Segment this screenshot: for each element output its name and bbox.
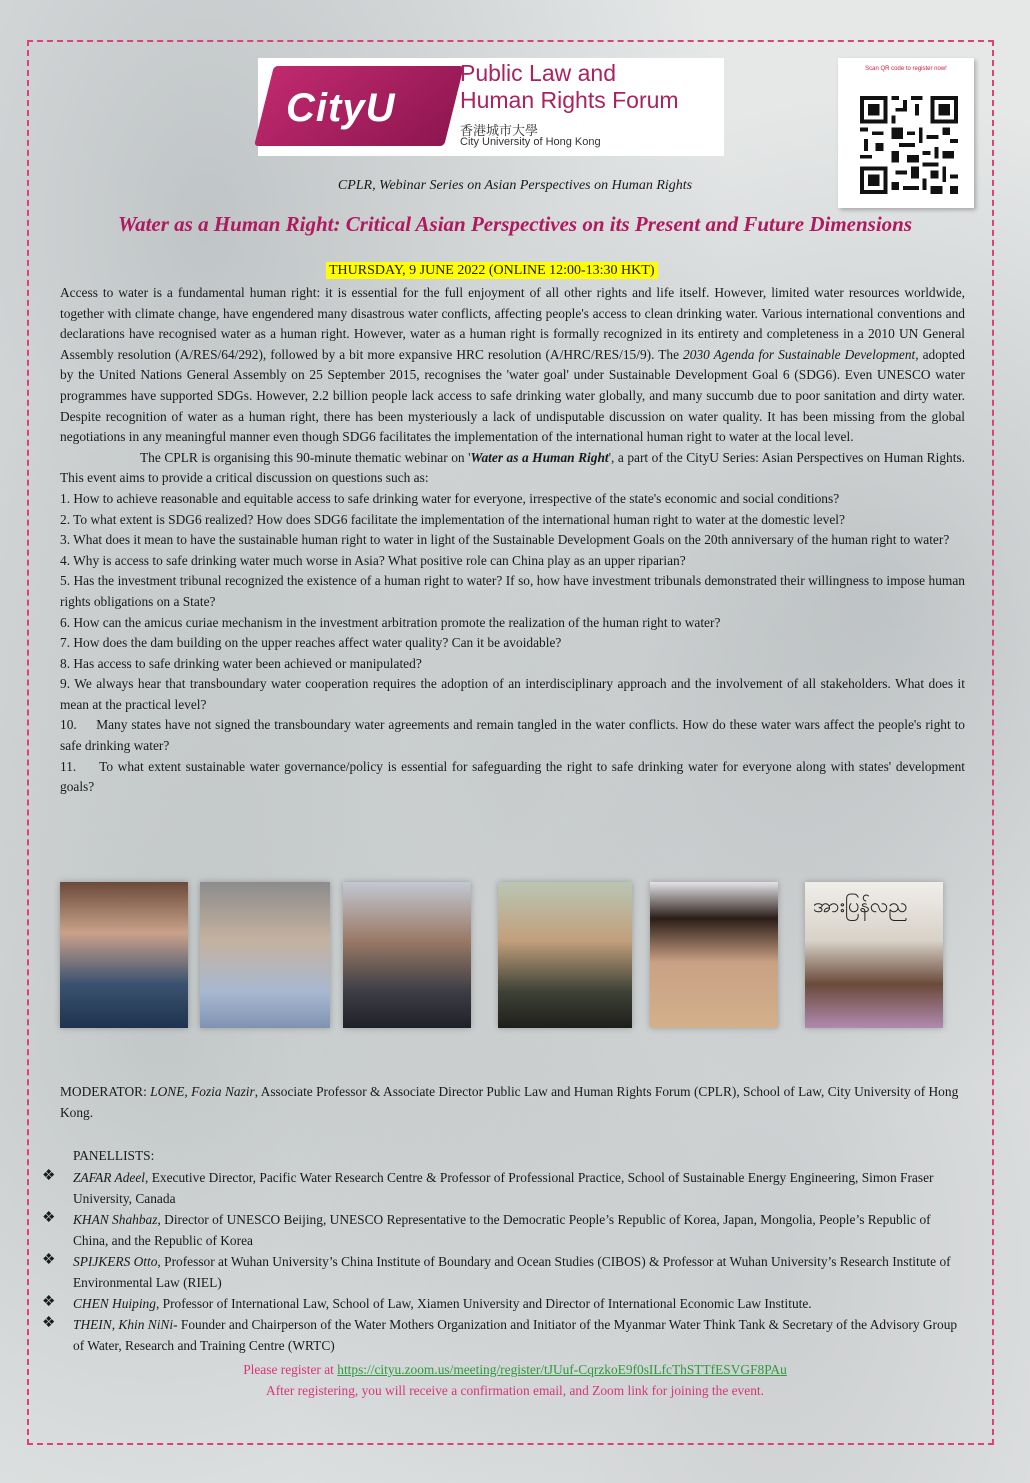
panellist-item xyxy=(42,1167,962,1209)
panellist-desc: , Executive Director, Pacific Water Research Centre & Professor of Professional Practice, School of Sustainable Energy Engineering, Simon Fraser University, Canada xyxy=(73,1170,934,1206)
cityu-logo-banner xyxy=(258,58,724,156)
event-title: Water as a Human Right: Critical Asian Perspectives on its Present and Future Dimensions xyxy=(117,212,913,236)
registration-link[interactable]: https://cityu.zoom.us/meeting/register/tJUuf-CqrzkoE9f0sILfcThSTTfESVGF8PAu xyxy=(337,1362,787,1377)
panellist-item xyxy=(42,1251,962,1293)
panellist-item xyxy=(42,1209,962,1251)
diamond-bullet-icon: ❖ xyxy=(42,1294,56,1310)
panellist-item xyxy=(42,1293,962,1314)
photo-sign-text: အားပြန်လည xyxy=(813,893,908,917)
moderator-name: LONE, Fozia Nazir xyxy=(150,1084,255,1099)
registration-info xyxy=(0,1359,1030,1401)
moderator-desc: , Associate Professor & Associate Director Public Law and Human Rights Forum (CPLR), School of Law, City University of Hong Kong. xyxy=(60,1084,959,1120)
diamond-bullet-icon: ❖ xyxy=(42,1210,56,1226)
question-item: 5. Has the investment tribunal recognized the existence of a human right to water? If so, how have investment tribunals demonstrated their willingness to impose human rights obligations on a State? xyxy=(60,573,965,609)
university-name-chinese: 香港城市大學 xyxy=(460,124,539,139)
question-item: 2. To what extent is SDG6 realized? How does SDG6 facilitate the implementation of the international human right to water at the domestic level? xyxy=(60,511,845,527)
speaker-photo-thein xyxy=(805,882,943,1028)
panellist-desc: , Director of UNESCO Beijing, UNESCO Representative to the Democratic People’s Republic of Korea, Japan, Mongolia, People’s Republic of China, and the Republic of Korea xyxy=(73,1212,931,1248)
panellist-name: SPIJKERS Otto xyxy=(73,1254,158,1269)
question-item: 6. How can the amicus curiae mechanism in the investment arbitration promote the realization of the human right to water? xyxy=(60,614,721,630)
moderator-info: MODERATOR: LONE, Fozia Nazir, Associate Professor & Associate Director Public Law and Human Rights Forum (CPLR), School of Law, City University of Hong Kong. xyxy=(60,1084,959,1120)
speaker-photo-moderator xyxy=(60,882,188,1028)
question-item: 11. To what extent sustainable water governance/policy is essential for safeguarding the right to safe drinking water for everyone along with states' development goals? xyxy=(60,758,969,795)
speaker-photo-spijkers xyxy=(498,882,632,1028)
panellist-name: CHEN Huiping xyxy=(73,1296,156,1311)
panellist-item xyxy=(42,1314,962,1356)
forum-title: Public Law and Human Rights Forum xyxy=(460,60,679,113)
speaker-photo-chen xyxy=(650,882,778,1028)
question-item: 4. Why is access to safe drinking water much worse in Asia? What positive role can China play as an upper riparian? xyxy=(60,552,686,568)
question-item: 1. How to achieve reasonable and equitable access to safe drinking water for everyone, irrespective of the state's economic and social conditions? xyxy=(60,490,840,506)
panellists-list xyxy=(42,1167,962,1356)
speaker-photos xyxy=(60,882,965,1032)
panellists-heading: PANELLISTS: xyxy=(73,1148,155,1163)
qr-label: Scan QR code to register now! xyxy=(865,66,947,72)
speaker-photo-khan xyxy=(343,882,471,1028)
moderator-label: MODERATOR xyxy=(60,1084,144,1099)
diamond-bullet-icon: ❖ xyxy=(42,1315,56,1331)
panellist-desc: - Founder and Chairperson of the Water Mothers Organization and Initiator of the Myanmar Water Think Tank & Secretary of the Advisory Group of Water, Research and Training Centre (WRTC) xyxy=(73,1317,958,1353)
diamond-bullet-icon: ❖ xyxy=(42,1168,56,1184)
webinar-series-label: CPLR, Webinar Series on Asian Perspectives on Human Rights xyxy=(337,178,693,193)
diamond-bullet-icon: ❖ xyxy=(42,1252,56,1268)
speaker-photo-zafar xyxy=(200,882,330,1028)
register-prefix: Please register at xyxy=(243,1362,338,1377)
event-description xyxy=(60,283,969,798)
question-item: 10. Many states have not signed the transboundary water agreements and remain tangled in the water conflicts. How do these water wars affect the people's right to safe drinking water? xyxy=(60,717,969,754)
intro-paragraph: Access to water is a fundamental human right: it is essential for the full enjoyment of all other rights and life itself. However, limited water resources worldwide, together with climate change, have engendered many disastrous water conflicts, affecting people's access to clean drinking water. Various international conventions and declarations have recognised water as a human right. However, water as a human right is formally recognized in its entirety and completeness in a 2010 UN General Assembly resolution (A/RES/64/292), followed by a bit more expansive HRC resolution (A/HRC/RES/15/9). The 2030 Agenda for Sustainable Development, adopted by the United Nations General Assembly on 25 September 2015, recognises the 'water goal' under Sustainable Development Goal 6 (SDG6). Even UNESCO water programmes have supported SDGs. However, 2.2 billion people lack access to safe drinking water globally, and many succumb due to poor sanitation and dirty water. Despite recognition of water as a human right, there has been mysteriously a lack of undisputable discussion on water quality. It has been missing from the global negotiations in any meaningful manner even though SDG6 facilitates the implementation of the international human right to water at the local level. xyxy=(60,285,965,445)
registration-line xyxy=(0,1359,1030,1380)
university-name-english: City University of Hong Kong xyxy=(460,136,601,148)
registration-note: After registering, you will receive a confirmation email, and Zoom link for joining the event. xyxy=(266,1383,764,1398)
cityu-logo-text: CityU xyxy=(286,86,396,130)
panellist-desc: , Professor of International Law, School of Law, Xiamen University and Director of International Economic Law Institute. xyxy=(155,1296,812,1311)
question-item: 9. We always hear that transboundary water cooperation requires the adoption of an interdisciplinary approach and the involvement of all stakeholders. What does it mean at the practical level? xyxy=(60,676,965,712)
webinar-paragraph: The CPLR is organising this 90-minute thematic webinar on 'Water as a Human Right', a part of the CityU Series: Asian Perspectives on Human Rights. This event aims to provide a critical discussion on questions such as: xyxy=(60,449,966,486)
panellist-desc: , Professor at Wuhan University’s China Institute of Boundary and Ocean Studies (CIBOS) & Professor at Wuhan University’s Research Institute of Environmental Law (RIEL) xyxy=(73,1254,951,1290)
panellist-name: THEIN, Khin NiNi xyxy=(73,1317,174,1332)
panellist-name: KHAN Shahbaz xyxy=(73,1212,158,1227)
panellist-name: ZAFAR Adeel xyxy=(73,1170,146,1185)
question-item: 8. Has access to safe drinking water been achieved or manipulated? xyxy=(60,655,422,671)
event-date: THURSDAY, 9 JUNE 2022 (ONLINE 12:00-13:30 HKT) xyxy=(326,262,658,279)
question-item: 3. What does it mean to have the sustainable human right to water in light of the Sustainable Development Goals on the 20th anniversary of the human right to water? xyxy=(60,532,950,548)
question-item: 7. How does the dam building on the upper reaches affect water quality? Can it be avoidable? xyxy=(60,635,562,651)
